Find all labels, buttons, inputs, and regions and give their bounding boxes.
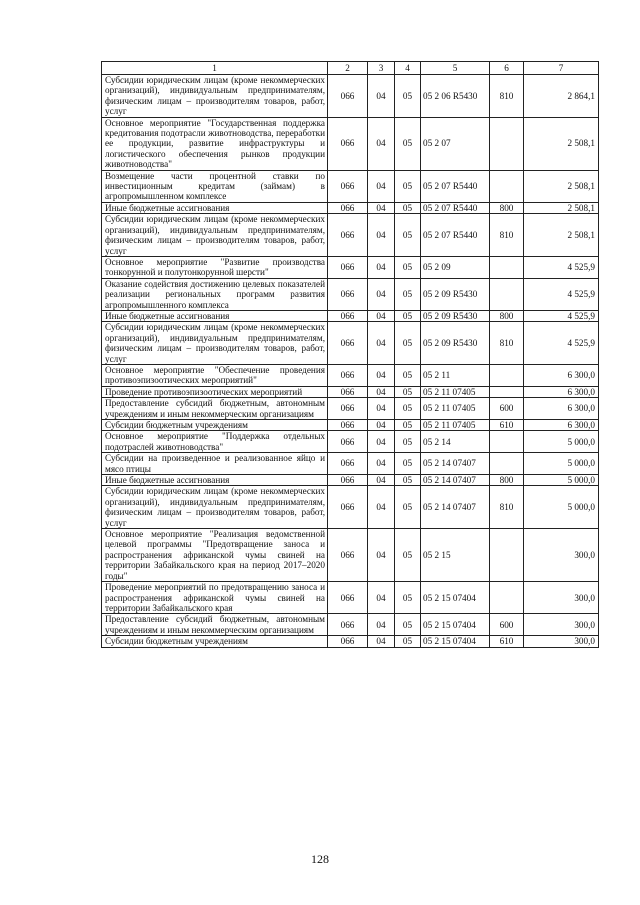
expense-type-cell — [490, 386, 524, 397]
row-name-cell: Основное мероприятие "Государственная поддержка кредитования подотрасли животноводства, переработки ее продукции, развитие инфраструктуры и логистического обеспечения рынков продукции животноводства" — [102, 117, 328, 170]
subsection-cell: 05 — [395, 170, 421, 202]
target-article-cell: 05 2 15 07404 — [421, 614, 490, 636]
target-article-cell: 05 2 11 07405 — [421, 386, 490, 397]
table-row — [102, 420, 599, 431]
section-cell: 04 — [368, 364, 395, 386]
target-article-cell: 05 2 14 07407 — [421, 486, 490, 529]
table-row — [102, 202, 599, 213]
row-name-cell: Субсидии юридическим лицам (кроме некоммерческих организаций), индивидуальным предпринимателям, физическим лицам – производителям товаров, работ, услуг — [102, 214, 328, 257]
admin-code-cell: 066 — [328, 310, 368, 321]
column-header: 5 — [421, 62, 490, 75]
target-article-cell: 05 2 14 07407 — [421, 475, 490, 486]
expense-type-cell: 810 — [490, 75, 524, 118]
target-article-cell: 05 2 09 R5430 — [421, 322, 490, 365]
section-cell: 04 — [368, 256, 395, 278]
section-cell: 04 — [368, 75, 395, 118]
amount-cell: 6 300,0 — [524, 398, 599, 420]
amount-cell: 5 000,0 — [524, 475, 599, 486]
amount-cell: 5 000,0 — [524, 486, 599, 529]
row-name-cell: Субсидии юридическим лицам (кроме некоммерческих организаций), индивидуальным предпринимателям, физическим лицам – производителям товаров, работ, услуг — [102, 486, 328, 529]
target-article-cell: 05 2 11 — [421, 364, 490, 386]
subsection-cell: 05 — [395, 614, 421, 636]
row-name-cell: Субсидии юридическим лицам (кроме некоммерческих организаций), индивидуальным предпринимателям, физическим лицам – производителям товаров, работ, услуг — [102, 75, 328, 118]
expense-type-cell: 610 — [490, 636, 524, 647]
subsection-cell: 05 — [395, 117, 421, 170]
row-name-cell: Оказание содействия достижению целевых показателей реализации региональных программ развития агропромышленного комплекса — [102, 278, 328, 310]
row-name-cell: Основное мероприятие "Поддержка отдельных подотраслей животноводства" — [102, 431, 328, 453]
header-row — [102, 62, 599, 75]
amount-cell: 6 300,0 — [524, 420, 599, 431]
page-number: 128 — [311, 852, 329, 866]
subsection-cell: 05 — [395, 453, 421, 475]
subsection-cell: 05 — [395, 398, 421, 420]
column-header: 4 — [395, 62, 421, 75]
subsection-cell: 05 — [395, 475, 421, 486]
subsection-cell: 05 — [395, 529, 421, 582]
target-article-cell: 05 2 07 R5440 — [421, 214, 490, 257]
row-name-cell: Иные бюджетные ассигнования — [102, 475, 328, 486]
subsection-cell: 05 — [395, 256, 421, 278]
expense-type-cell — [490, 117, 524, 170]
table-row — [102, 453, 599, 475]
subsection-cell: 05 — [395, 278, 421, 310]
row-name-cell: Возмещение части процентной ставки по инвестиционным кредитам (займам) в агропромышленном комплексе — [102, 170, 328, 202]
expense-type-cell — [490, 170, 524, 202]
admin-code-cell: 066 — [328, 486, 368, 529]
target-article-cell: 05 2 11 07405 — [421, 420, 490, 431]
section-cell: 04 — [368, 398, 395, 420]
subsection-cell: 05 — [395, 431, 421, 453]
column-header: 3 — [368, 62, 395, 75]
target-article-cell: 05 2 06 R5430 — [421, 75, 490, 118]
table-row — [102, 256, 599, 278]
table-row — [102, 310, 599, 321]
expense-type-cell: 810 — [490, 214, 524, 257]
expense-type-cell — [490, 529, 524, 582]
admin-code-cell: 066 — [328, 614, 368, 636]
admin-code-cell: 066 — [328, 475, 368, 486]
target-article-cell: 05 2 07 — [421, 117, 490, 170]
table-row — [102, 364, 599, 386]
section-cell: 04 — [368, 636, 395, 647]
admin-code-cell: 066 — [328, 170, 368, 202]
expense-type-cell: 800 — [490, 310, 524, 321]
column-header: 7 — [524, 62, 599, 75]
expense-type-cell: 800 — [490, 202, 524, 213]
admin-code-cell: 066 — [328, 117, 368, 170]
section-cell: 04 — [368, 431, 395, 453]
amount-cell: 5 000,0 — [524, 453, 599, 475]
amount-cell: 300,0 — [524, 636, 599, 647]
expense-type-cell: 600 — [490, 398, 524, 420]
amount-cell: 4 525,9 — [524, 310, 599, 321]
expense-type-cell — [490, 256, 524, 278]
row-name-cell: Субсидии юридическим лицам (кроме некоммерческих организаций), индивидуальным предпринимателям, физическим лицам – производителям товаров, работ, услуг — [102, 322, 328, 365]
admin-code-cell: 066 — [328, 420, 368, 431]
section-cell: 04 — [368, 582, 395, 614]
target-article-cell: 05 2 15 — [421, 529, 490, 582]
section-cell: 04 — [368, 486, 395, 529]
target-article-cell: 05 2 09 — [421, 256, 490, 278]
table-row — [102, 278, 599, 310]
table-row — [102, 486, 599, 529]
subsection-cell: 05 — [395, 214, 421, 257]
budget-table — [101, 61, 599, 648]
table-row — [102, 322, 599, 365]
target-article-cell: 05 2 14 07407 — [421, 453, 490, 475]
target-article-cell: 05 2 15 07404 — [421, 582, 490, 614]
amount-cell: 4 525,9 — [524, 256, 599, 278]
admin-code-cell: 066 — [328, 529, 368, 582]
expense-type-cell: 810 — [490, 486, 524, 529]
expense-type-cell: 800 — [490, 475, 524, 486]
admin-code-cell: 066 — [328, 386, 368, 397]
admin-code-cell: 066 — [328, 431, 368, 453]
expense-type-cell — [490, 278, 524, 310]
admin-code-cell: 066 — [328, 398, 368, 420]
subsection-cell: 05 — [395, 322, 421, 365]
amount-cell: 300,0 — [524, 529, 599, 582]
amount-cell: 300,0 — [524, 614, 599, 636]
admin-code-cell: 066 — [328, 75, 368, 118]
table-row — [102, 117, 599, 170]
column-header: 2 — [328, 62, 368, 75]
target-article-cell: 05 2 15 07404 — [421, 636, 490, 647]
table-row — [102, 431, 599, 453]
row-name-cell: Субсидии на произведенное и реализованное яйцо и мясо птицы — [102, 453, 328, 475]
row-name-cell: Предоставление субсидий бюджетным, автономным учреждениям и иным некоммерческим организациям — [102, 398, 328, 420]
target-article-cell: 05 2 09 R5430 — [421, 278, 490, 310]
admin-code-cell: 066 — [328, 202, 368, 213]
subsection-cell: 05 — [395, 636, 421, 647]
amount-cell: 2 508,1 — [524, 117, 599, 170]
subsection-cell: 05 — [395, 202, 421, 213]
target-article-cell: 05 2 11 07405 — [421, 398, 490, 420]
amount-cell: 6 300,0 — [524, 386, 599, 397]
section-cell: 04 — [368, 386, 395, 397]
table-row — [102, 636, 599, 647]
amount-cell: 4 525,9 — [524, 322, 599, 365]
row-name-cell: Иные бюджетные ассигнования — [102, 202, 328, 213]
row-name-cell: Субсидии бюджетным учреждениям — [102, 636, 328, 647]
admin-code-cell: 066 — [328, 636, 368, 647]
column-header: 6 — [490, 62, 524, 75]
admin-code-cell: 066 — [328, 214, 368, 257]
target-article-cell: 05 2 09 R5430 — [421, 310, 490, 321]
expense-type-cell: 810 — [490, 322, 524, 365]
table-row — [102, 386, 599, 397]
table-row — [102, 614, 599, 636]
admin-code-cell: 066 — [328, 322, 368, 365]
amount-cell: 2 508,1 — [524, 170, 599, 202]
section-cell: 04 — [368, 475, 395, 486]
section-cell: 04 — [368, 202, 395, 213]
section-cell: 04 — [368, 278, 395, 310]
amount-cell: 300,0 — [524, 582, 599, 614]
admin-code-cell: 066 — [328, 364, 368, 386]
section-cell: 04 — [368, 420, 395, 431]
admin-code-cell: 066 — [328, 453, 368, 475]
section-cell: 04 — [368, 117, 395, 170]
expense-type-cell — [490, 431, 524, 453]
row-name-cell: Субсидии бюджетным учреждениям — [102, 420, 328, 431]
admin-code-cell: 066 — [328, 582, 368, 614]
row-name-cell: Иные бюджетные ассигнования — [102, 310, 328, 321]
table-row — [102, 529, 599, 582]
target-article-cell: 05 2 14 — [421, 431, 490, 453]
amount-cell: 4 525,9 — [524, 278, 599, 310]
amount-cell: 6 300,0 — [524, 364, 599, 386]
column-header: 1 — [102, 62, 328, 75]
section-cell: 04 — [368, 322, 395, 365]
subsection-cell: 05 — [395, 486, 421, 529]
subsection-cell: 05 — [395, 386, 421, 397]
expense-type-cell — [490, 453, 524, 475]
amount-cell: 2 864,1 — [524, 75, 599, 118]
expense-type-cell — [490, 364, 524, 386]
expense-type-cell: 610 — [490, 420, 524, 431]
subsection-cell: 05 — [395, 420, 421, 431]
expense-type-cell: 600 — [490, 614, 524, 636]
row-name-cell: Основное мероприятие "Развитие производства тонкорунной и полутонкорунной шерсти" — [102, 256, 328, 278]
amount-cell: 2 508,1 — [524, 202, 599, 213]
admin-code-cell: 066 — [328, 256, 368, 278]
row-name-cell: Проведение противоэпизоотических мероприятий — [102, 386, 328, 397]
subsection-cell: 05 — [395, 310, 421, 321]
subsection-cell: 05 — [395, 582, 421, 614]
amount-cell: 5 000,0 — [524, 431, 599, 453]
row-name-cell: Основное мероприятие "Обеспечение проведения противоэпизоотических мероприятий" — [102, 364, 328, 386]
expense-type-cell — [490, 582, 524, 614]
table-row — [102, 75, 599, 118]
table-row — [102, 582, 599, 614]
amount-cell: 2 508,1 — [524, 214, 599, 257]
row-name-cell: Проведение мероприятий по предотвращению заноса и распространения африканской чумы свиней на территории Забайкальского края — [102, 582, 328, 614]
section-cell: 04 — [368, 170, 395, 202]
table-row — [102, 398, 599, 420]
table-row — [102, 475, 599, 486]
section-cell: 04 — [368, 214, 395, 257]
target-article-cell: 05 2 07 R5440 — [421, 170, 490, 202]
table-row — [102, 214, 599, 257]
subsection-cell: 05 — [395, 364, 421, 386]
section-cell: 04 — [368, 453, 395, 475]
table-row — [102, 170, 599, 202]
row-name-cell: Основное мероприятие "Реализация ведомственной целевой программы "Предотвращение заноса и распространения африканской чумы свиней на территории Забайкальского края на период 2017–2020 годы" — [102, 529, 328, 582]
subsection-cell: 05 — [395, 75, 421, 118]
section-cell: 04 — [368, 614, 395, 636]
admin-code-cell: 066 — [328, 278, 368, 310]
section-cell: 04 — [368, 529, 395, 582]
target-article-cell: 05 2 07 R5440 — [421, 202, 490, 213]
row-name-cell: Предоставление субсидий бюджетным, автономным учреждениям и иным некоммерческим организациям — [102, 614, 328, 636]
section-cell: 04 — [368, 310, 395, 321]
